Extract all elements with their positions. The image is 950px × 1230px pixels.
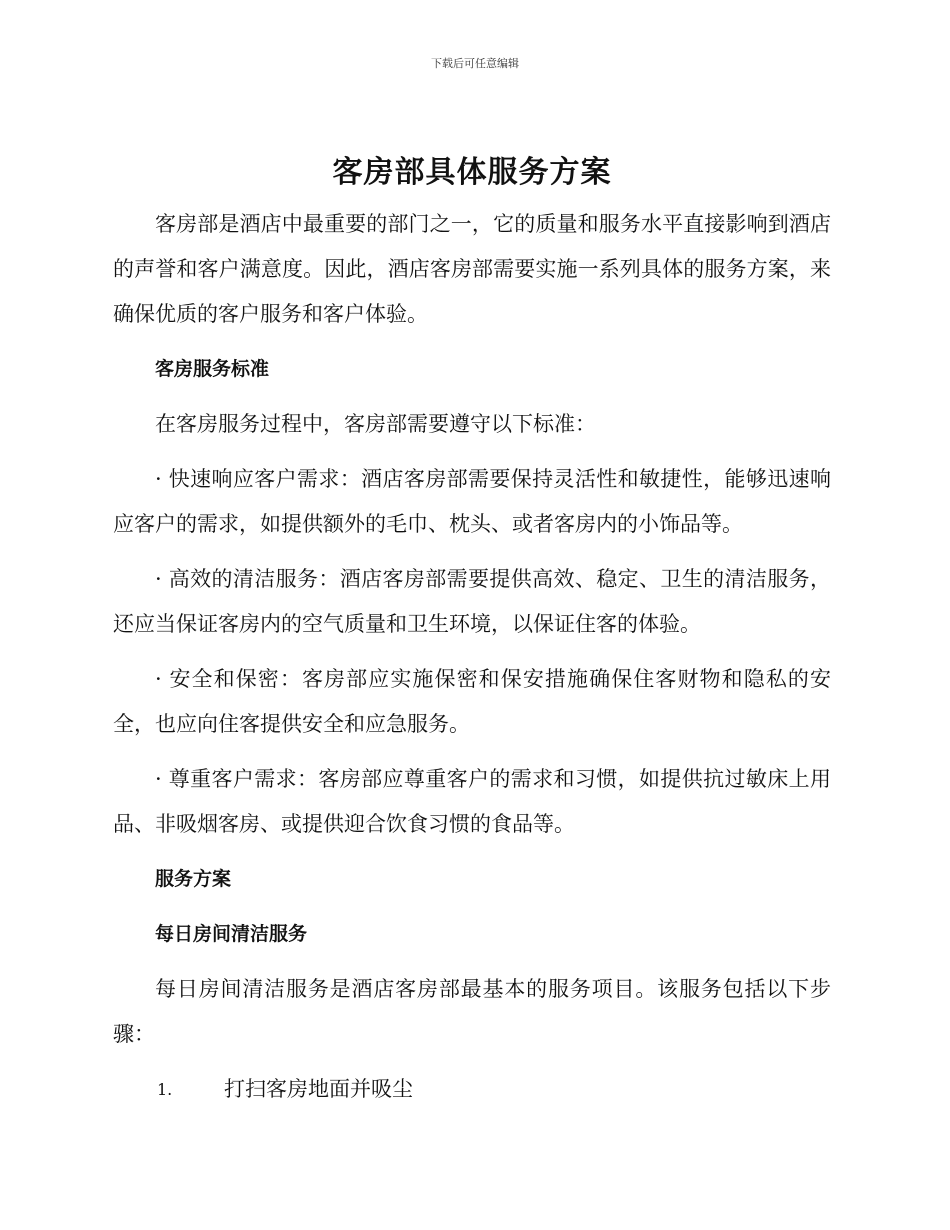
- standards-lead-paragraph: 在客房服务过程中，客房部需要遵守以下标准：: [155, 412, 596, 436]
- standard-item: · 快速响应客户需求：酒店客房部需要保持灵活性和敏捷性，能够迅速响应客户的需求，如提供额外的毛巾、枕头、或者客房内的小饰品等。: [113, 467, 831, 536]
- document-title: 客房部具体服务方案: [332, 155, 612, 190]
- list-item-text: 打扫客房地面并吸尘: [224, 1077, 413, 1101]
- numbered-list-item: [113, 1067, 831, 1112]
- page-header-note: 下载后可任意编辑: [431, 57, 519, 70]
- subheading-daily-cleaning: 每日房间清洁服务: [155, 923, 308, 945]
- list-item-number: 1.: [157, 1080, 173, 1099]
- intro-paragraph: 客房部是酒店中最重要的部门之一，它的质量和服务水平直接影响到酒店的声誉和客户满意度。因此，酒店客房部需要实施一系列具体的服务方案，来确保优质的客户服务和客户体验。: [113, 212, 831, 326]
- standard-item: · 尊重客户需求：客房部应尊重客户的需求和习惯，如提供抗过敏床上用品、非吸烟客房、或提供迎合饮食习惯的食品等。: [113, 767, 831, 836]
- standard-item: · 高效的清洁服务：酒店客房部需要提供高效、稳定、卫生的清洁服务，还应当保证客房内的空气质量和卫生环境，以保证住客的体验。: [113, 567, 831, 636]
- section-heading-service-plan: 服务方案: [155, 868, 232, 890]
- document-body: [113, 150, 831, 1112]
- daily-cleaning-lead-paragraph: 每日房间清洁服务是酒店客房部最基本的服务项目。该服务包括以下步骤：: [113, 977, 831, 1046]
- section-heading-service-standards: 客房服务标准: [155, 358, 270, 380]
- standard-item: · 安全和保密：客房部应实施保密和保安措施确保住客财物和隐私的安全，也应向住客提供安全和应急服务。: [113, 667, 831, 736]
